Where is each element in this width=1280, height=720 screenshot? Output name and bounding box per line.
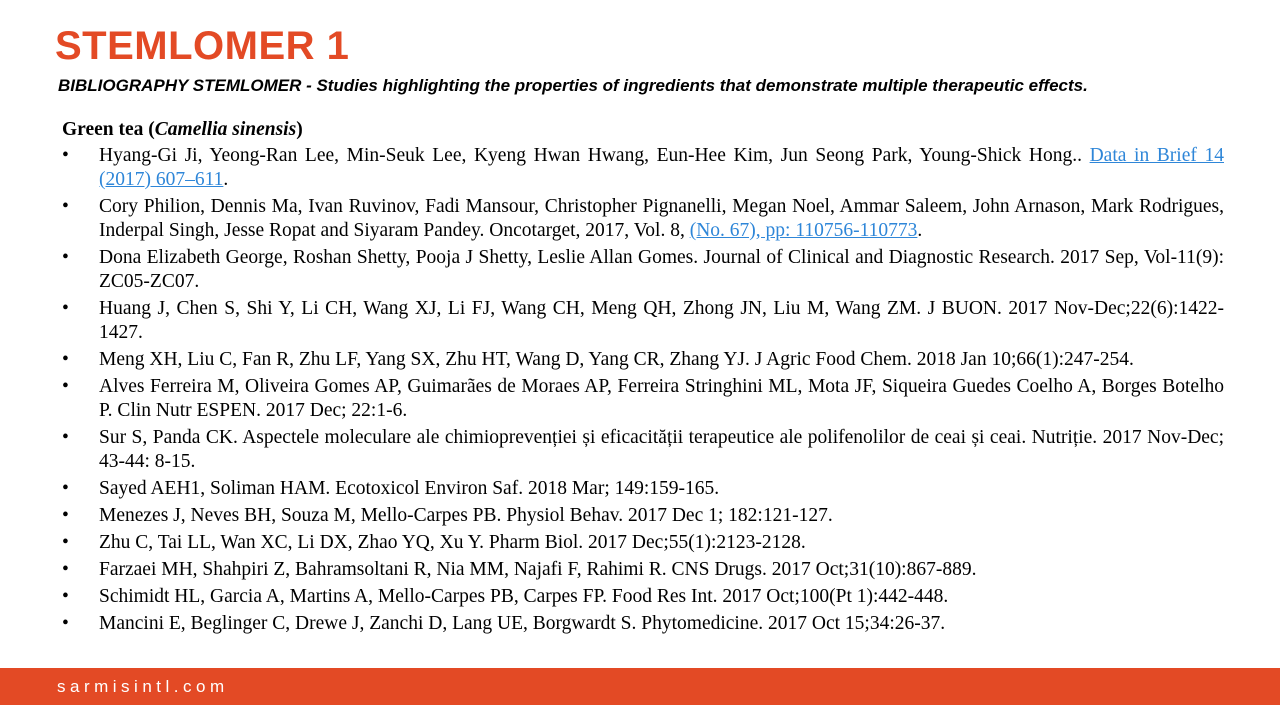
reference-item [62,504,1224,528]
reference-item [62,531,1224,555]
bullet-icon: • [62,532,69,553]
reference-item [62,246,1224,294]
bibliography-content [62,118,1224,639]
reference-text: Menezes J, Neves BH, Souza M, Mello-Carpes PB. Physiol Behav. 2017 Dec 1; 182:121-127. [99,505,833,526]
reference-item [62,585,1224,609]
bullet-icon: • [62,478,69,499]
bullet-icon: • [62,559,69,580]
reference-list [62,144,1224,636]
reference-item [62,144,1224,192]
bullet-icon: • [62,376,69,397]
reference-text: Meng XH, Liu C, Fan R, Zhu LF, Yang SX, Zhu HT, Wang D, Yang CR, Zhang YJ. J Agric Food Chem. 2018 Jan 10;66(1):247-254. [99,349,1134,370]
reference-text: Huang J, Chen S, Shi Y, Li CH, Wang XJ, Li FJ, Wang CH, Meng QH, Zhong JN, Liu M, Wang ZM. J BUON. 2017 Nov-Dec;22(6):1422-1427. [99,298,1224,343]
reference-text: Sur S, Panda CK. Aspectele moleculare ale chimioprevenției și eficacității terapeutice ale polifenolilor de ceai și ceai. Nutriție. 2017 Nov-Dec; 43-44: 8-15. [99,427,1224,472]
reference-item [62,375,1224,423]
page-subtitle: BIBLIOGRAPHY STEMLOMER - Studies highlighting the properties of ingredients that demonstrate multiple therapeutic effects. [58,76,1088,95]
reference-item [62,348,1224,372]
bullet-icon: • [62,427,69,448]
footer-website: sarmisintl.com [57,677,229,696]
reference-text: Sayed AEH1, Soliman HAM. Ecotoxicol Environ Saf. 2018 Mar; 149:159-165. [99,478,720,499]
reference-text: Farzaei MH, Shahpiri Z, Bahramsoltani R, Nia MM, Najafi F, Rahimi R. CNS Drugs. 2017 Oct;31(10):867-889. [99,559,977,580]
footer-bar [0,668,1280,705]
reference-text: Mancini E, Beglinger C, Drewe J, Zanchi D, Lang UE, Borgwardt S. Phytomedicine. 2017 Oct 15;34:26-37. [99,613,946,634]
bullet-icon: • [62,145,69,166]
reference-text: Alves Ferreira M, Oliveira Gomes AP, Guimarães de Moraes AP, Ferreira Stringhini ML, Mota JF, Siqueira Guedes Coelho A, Borges Botelho P. Clin Nutr ESPEN. 2017 Dec; 22:1-6. [99,376,1224,421]
reference-link[interactable]: (No. 67), pp: 110756-110773 [689,220,918,241]
reference-text: Hyang-Gi Ji, Yeong-Ran Lee, Min-Seuk Lee, Kyeng Hwan Hwang, Eun-Hee Kim, Jun Seong Park, Young-Shick Hong.. [99,145,1090,166]
bullet-icon: • [62,586,69,607]
reference-text-end: . [917,220,923,241]
reference-text: Schimidt HL, Garcia A, Martins A, Mello-Carpes PB, Carpes FP. Food Res Int. 2017 Oct;100(Pt 1):442-448. [99,586,949,607]
reference-item [62,195,1224,243]
page-title: STEMLOMER 1 [55,24,350,68]
bullet-icon: • [62,505,69,526]
bullet-icon: • [62,298,69,319]
reference-item [62,477,1224,501]
reference-text: Zhu C, Tai LL, Wan XC, Li DX, Zhao YQ, Xu Y. Pharm Biol. 2017 Dec;55(1):2123-2128. [99,532,806,553]
section-heading-prefix: Green tea ( [62,119,155,140]
bullet-icon: • [62,196,69,217]
bullet-icon: • [62,247,69,268]
reference-text: Dona Elizabeth George, Roshan Shetty, Pooja J Shetty, Leslie Allan Gomes. Journal of Clinical and Diagnostic Research. 2017 Sep, Vol-11(9): ZC05-ZC07. [99,247,1224,292]
reference-item [62,558,1224,582]
reference-text: Cory Philion, Dennis Ma, Ivan Ruvinov, Fadi Mansour, Christopher Pignanelli, Megan Noel, Ammar Saleem, John Arnason, Mark Rodrigues, Inderpal Singh, Jesse Ropat and Siyaram Pandey. Oncotarget, 2017, Vol. 8, [99,196,1224,241]
reference-text-end: . [223,169,229,190]
bullet-icon: • [62,349,69,370]
reference-item [62,612,1224,636]
bullet-icon: • [62,613,69,634]
section-heading-suffix: ) [296,119,303,140]
reference-link[interactable]: Data in Brief 14 (2017) 607–611 [99,145,1224,190]
reference-item [62,297,1224,345]
section-heading [62,118,1224,142]
reference-item [62,426,1224,474]
section-heading-latin-name: Camellia sinensis [154,119,297,140]
